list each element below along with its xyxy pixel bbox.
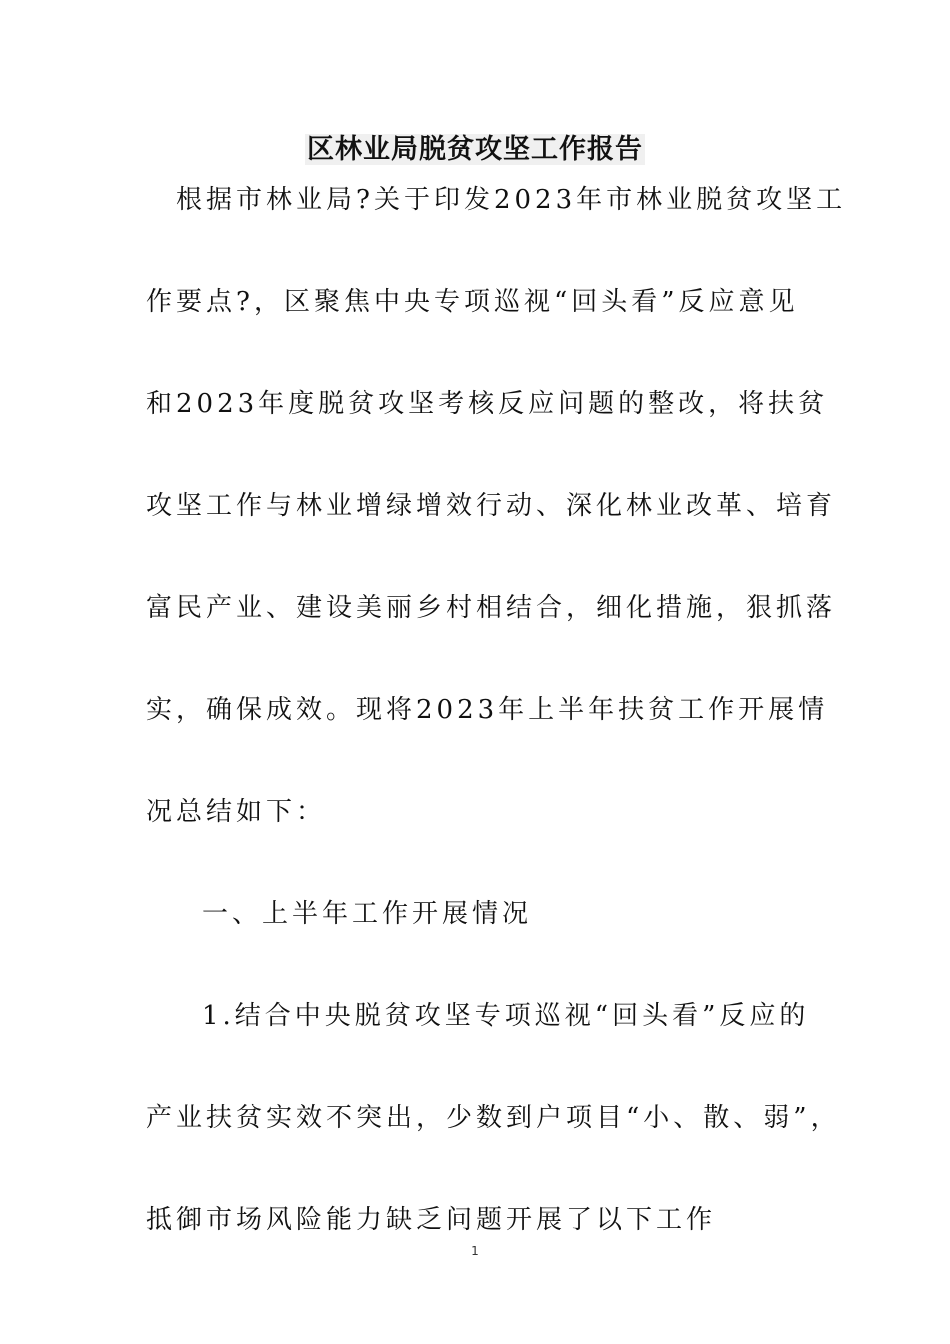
paragraph-line: 实，确保成效。现将2023年上半年扶贫工作开展情 (146, 695, 829, 725)
title-text: 区林业局脱贫攻坚工作报告 (307, 134, 643, 165)
paragraph-line: 1.结合中央脱贫攻坚专项巡视“回头看”反应的 (202, 1001, 810, 1031)
paragraph-line: 富民产业、建设美丽乡村相结合，细化措施，狠抓落 (146, 593, 837, 623)
paragraph-line: 产业扶贫实效不突出，少数到户项目“小、散、弱”， (146, 1103, 841, 1133)
paragraph-line: 根据市林业局?关于印发2023年市林业脱贫攻坚工 (176, 185, 847, 215)
section-heading: 一、上半年工作开展情况 (202, 899, 533, 929)
page-number: 1 (471, 1244, 479, 1258)
paragraph-line: 和2023年度脱贫攻坚考核反应问题的整改，将扶贫 (146, 389, 829, 419)
document-body (146, 154, 847, 1276)
paragraph-line: 抵御市场风险能力缺乏问题开展了以下工作 (146, 1205, 717, 1235)
paragraph-line: 攻坚工作与林业增绿增效行动、深化林业改革、培育 (146, 491, 837, 521)
paragraph-line: 作要点?，区聚焦中央专项巡视“回头看”反应意见 (146, 287, 799, 317)
paragraph-line: 况总结如下： (146, 797, 327, 827)
